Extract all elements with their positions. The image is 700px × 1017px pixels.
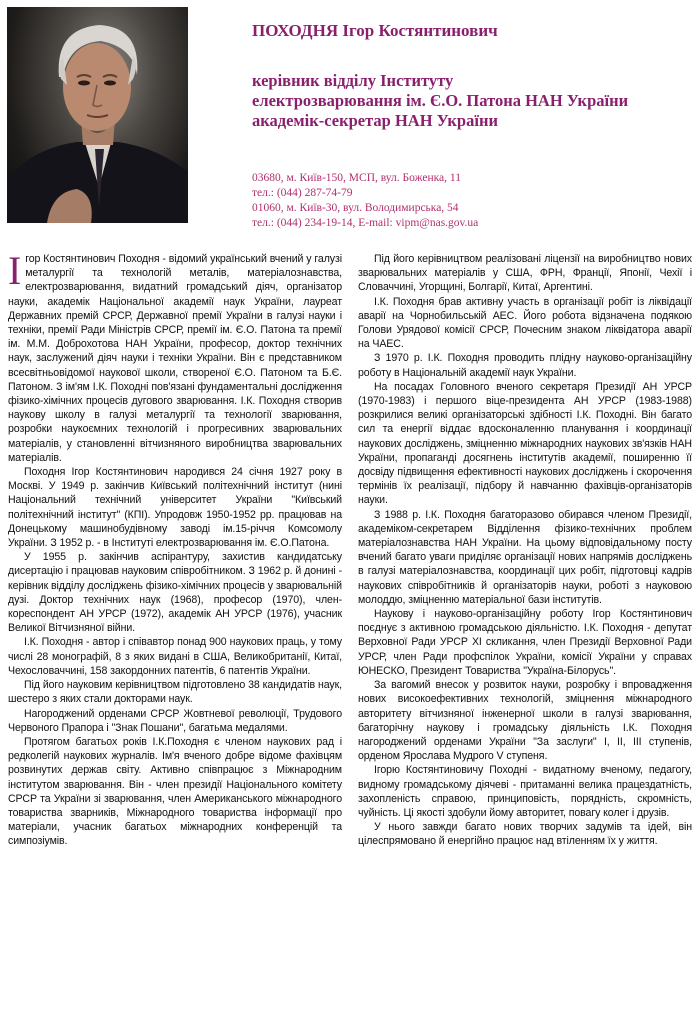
column-right (358, 252, 692, 1012)
address-line: 01060, м. Київ-30, вул. Володимирська, 54 (252, 202, 459, 214)
address-line: 03680, м. Київ-150, МСП, вул. Боженка, 11 (252, 172, 461, 184)
paragraph: За вагомий внесок у розвиток науки, розробку і впровадження нових високоефективних технологій, зміцнення міжнародного авторитету вітчизняної інженерної школи в галузі зварювання, багаторічну наукову і громадську діяльність І.К. Походня нагороджений орденами України "За заслуги" І, ІІ, ІІІ ступенів, орденом Ярослава Мудрого V ступеня. (358, 679, 692, 763)
title-line: електрозварювання ім. Є.О. Патона НАН України (252, 91, 629, 110)
paragraph: Наукову і науково-організаційну роботу Ігор Костянтинович поєднує з активною громадською діяльністю. І.К. Походня - депутат Верховної Ради УРСР XI скликання, член Президії Верховної Ради УРСР, член Ради профспілок України, комісії України у справах ЮНЕСКО, Президент Товариства "Україна-Білорусь". (358, 608, 692, 677)
article-body (8, 248, 692, 1012)
paragraph: Під його керівництвом реалізовані ліцензії на виробництво нових зварювальних матеріалів у США, ФРН, Франції, Японії, Чехії і Словаччині, Угорщині, Болгарії, Китаї, Аргентині. (358, 253, 692, 294)
paragraph: Нагороджений орденами СРСР Жовтневої революції, Трудового Червоного Прапора і "Знак Пошани", багатьма медалями. (8, 707, 342, 734)
column-left (8, 248, 342, 1012)
position-titles (252, 71, 692, 131)
title-line: академік-секретар НАН України (252, 111, 498, 130)
paragraph: Походня Ігор Костянтинович народився 24 січня 1927 року в Москві. У 1949 р. закінчив Київський політехнічний інститут (нині Національний технічний університет України "Київський політехнічний інститут" (КПІ). Упродовж 1950-1952 рр. працював на Донецькому машинобудівному заводі ім.15-річчя Комсомолу України. З 1952 р. - в Інституті електрозварювання ім. Є.О.Патона. (8, 466, 342, 550)
given-name: Ігор Костянтинович (342, 21, 498, 40)
paragraph: З 1988 р. І.К. Походня багаторазово обирався членом Президії, академіком-секретарем Відділення фізико-технічних проблем матеріалознавства НАН України. На цьому відповідальному посту вчений багато уваги приділяє організації нових напрямів досліджень в галузі матеріалознавства, координації цих робіт, підготовці кадрів наукових співробітників й організаторів науки, роботі з науковою молоддю, зміцненню матеріальної бази інститутів. (358, 508, 692, 606)
paragraph: Ігорю Костянтиновичу Походні - видатному вченому, педагогу, видному громадському діячеві - притаманні велика працездатність, захопленість справою, принциповість, порядність, скромність, чуйність. Ці якості здобули йому авторитет, повагу колег і друзів. (358, 764, 692, 819)
paragraph: З 1970 р. І.К. Походня проводить плідну науково-організаційну роботу в Національній академії наук України. (358, 352, 692, 379)
paragraph: І.К. Походня - автор і співавтор понад 900 наукових праць, у тому числі 28 монографій, 8 з яких видані в США, Великобританії, Китаї, Чехословаччині, 158 закордонних патентів, 6 патентів України. (8, 636, 342, 677)
person-name (252, 20, 692, 42)
paragraph: Протягом багатьох років І.К.Походня є членом наукових рад і редколегій наукових журналів. Ім'я вченого добре відоме фахівцям розвинутих держав світу. Активно співпрацює з Міжнародним інститутом зварювання. Він - член президії Національного комітету СРСР та України зі зварювання, член Американського міжнародного товариства зварників, Міжнародного товариства інформації про матеріали, учасник багатьох міжнародних конференцій та симпозіумів. (8, 735, 342, 848)
title-line: керівник відділу Інституту (252, 71, 454, 90)
phone-email-line: тел.: (044) 234-19-14, E-mail: vipm@nas.gov.ua (252, 217, 479, 229)
drop-cap: І (8, 248, 22, 293)
paragraph: У 1955 р. закінчив аспірантуру, захистив кандидатську дисертацію і працював науковим співробітником. З 1962 р. й донині - керівник відділу досліджень фізико-хімічних процесів у зварювальній дузі. Доктор технічних наук (1968), професор (1970), член-кореспондент АН УРСР (1972), академік АН УРСР (1976), учасник Великої Вітчизняної війни. (8, 551, 342, 635)
paragraph: У нього завжди багато нових творчих задумів та ідей, він цілеспрямовано й енергійно працює над втіленням їх у життя. (358, 821, 692, 848)
header (252, 20, 692, 231)
surname: ПОХОДНЯ (252, 21, 339, 40)
paragraph: Під його науковим керівництвом підготовлено 38 кандидатів наук, шестеро з яких стали докторами наук. (8, 679, 342, 706)
paragraph (8, 248, 342, 465)
contact-block (252, 171, 692, 231)
portrait-illustration (7, 7, 188, 223)
portrait-photo (7, 7, 188, 223)
paragraph-text: гор Костянтинович Походня - відомий український вчений у галузі металургії та технологій металів, матеріалознавства, електрозварювання, видатний громадський діяч, організатор науки, академік Національної академії наук України, лауреат Державних премій СРСР, Державної премії України в галузі науки і техніки, премії Ради Міністрів СРСР, премії ім. Є.О. Патона та премії ім. М.М. Доброхотова НАН України, професор, доктор технічних наук, заслужений діяч науки і техніки України. Він є представником всесвітньовідомої наукової школи, створеної Є.О. Патоном та Б.Є. Патоном. З ім'ям І.К. Походні пов'язані фундаментальні дослідження фізико-хімічних процесів дугового зварювання. І.К. Походня створив наукову школу в галузі металургії та технології зварювання, розробки наукоємних технологій і прогресивних зварювальних матеріалів, у становленні вітчизняного виробництва зварювальних матеріалів. (8, 253, 342, 464)
phone-line: тел.: (044) 287-74-79 (252, 187, 353, 199)
paragraph: На посадах Головного вченого секретаря Президії АН УРСР (1970-1983) і першого віце-президента АН УРСР (1983-1988) розкрилися великі організаторські здібності І.К. Походні. Він багато сил та енергії віддає вдосконаленню планування і координації наукових досліджень, зміцненню міжнародних наукових зв'язків НАН України, пропаганді досягнень інститутів академії, поширенню її досвіду підвищення ефективності наукових досліджень і скорочення термінів їх реалізації, підбору й навчанню фахівців-організаторів науки. (358, 380, 692, 507)
paragraph: І.К. Походня брав активну участь в організації робіт із ліквідації аварії на Чорнобильській АЕС. Його робота відзначена подякою Голови Урядової комісії СРСР, Почесним знаком ліквідатора аварії на ЧАЕС. (358, 295, 692, 351)
